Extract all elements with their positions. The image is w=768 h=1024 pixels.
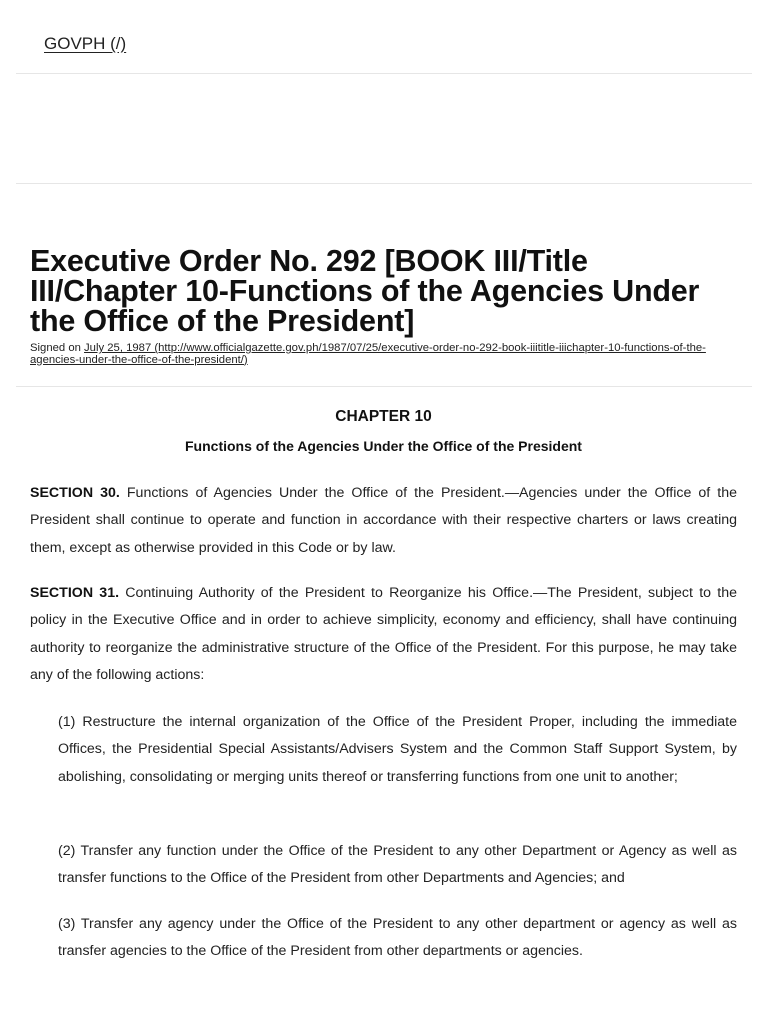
chapter-subtitle: Functions of the Agencies Under the Office of the President bbox=[185, 438, 582, 454]
signed-date-line bbox=[30, 343, 740, 366]
section-30-paragraph bbox=[30, 480, 737, 562]
top-navigation-bar bbox=[16, 0, 752, 74]
header-divider bbox=[16, 386, 752, 387]
banner-area bbox=[16, 74, 752, 184]
govph-home-link[interactable]: GOVPH (/) bbox=[44, 34, 127, 53]
section-31-text: Continuing Authority of the President to Reorganize his Office.—The President, subject to the policy in the Executive Office and in order to achieve simplicity, economy and efficiency, shall have continuing authority to reorganize the administrative structure of the Office of the President. For this purpose, he may take any of the following actions: bbox=[30, 585, 737, 683]
section-30-label: SECTION 30. bbox=[30, 485, 120, 501]
section-31-label: SECTION 31. bbox=[30, 585, 120, 601]
signed-prefix: Signed on bbox=[30, 342, 85, 354]
list-item: (3) Transfer any agency under the Office of the President to any other department or agency as well as transfer agencies to the Office of the President from other departments or agencies. bbox=[58, 916, 737, 960]
chapter-heading: CHAPTER 10 bbox=[335, 408, 432, 425]
list-item: (1) Restructure the internal organization of the Office of the President Proper, including the immediate Offices, the Presidential Special Assistants/Advisers System and the Common Staff Support System, by abolishing, consolidating or merging units thereof or transferring functions from one unit to another; bbox=[58, 714, 737, 785]
section-31-paragraph bbox=[30, 580, 737, 689]
list-item: (2) Transfer any function under the Office of the President to any other Department or Agency as well as transfer functions to the Office of the President from other Departments and Agencies; and bbox=[58, 843, 737, 887]
section-30-text: Functions of Agencies Under the Office of the President.—Agencies under the Office of the President shall continue to operate and function in accordance with their respective charters or laws creating them, except as otherwise provided in this Code or by law. bbox=[30, 485, 737, 556]
page-title: Executive Order No. 292 [BOOK III/Title III/Chapter 10-Functions of the Agencies Under the Office of the President] bbox=[30, 244, 700, 338]
signed-date-link[interactable]: July 25, 1987 (http://www.officialgazette.gov.ph/1987/07/25/executive-order-no-292-book-iiititle-iiichapter-10-functions-of-the-agencies-under-the-office-of-the-president/) bbox=[30, 342, 706, 366]
